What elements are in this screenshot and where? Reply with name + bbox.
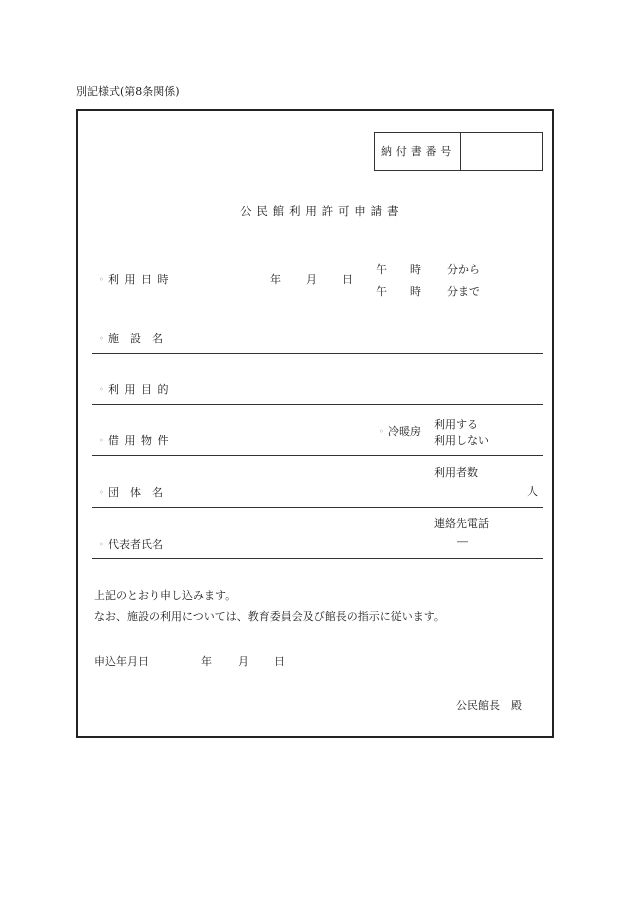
ac-option-no: 利用しない xyxy=(434,434,489,447)
organization-line xyxy=(92,507,543,508)
application-day-unit: 日 xyxy=(274,655,285,668)
usage-day-unit: 日 xyxy=(342,273,353,286)
form-title: 公民館利用許可申請書 xyxy=(240,204,404,218)
representative-label: 代表者氏名 xyxy=(108,538,163,551)
declaration-line-1: 上記のとおり申し込みます。 xyxy=(94,589,237,602)
application-month-unit: 月 xyxy=(238,655,249,668)
bullet-icon: ◦ xyxy=(99,488,104,497)
start-minute-unit: 分から xyxy=(447,263,480,276)
usage-datetime-label: 利用日時 xyxy=(108,273,174,286)
declaration-line-2: なお、施設の利用については、教育委員会及び館長の指示に従います。 xyxy=(94,610,445,623)
users-count-label: 利用者数 xyxy=(434,466,478,479)
ac-label: 冷暖房 xyxy=(388,425,421,438)
start-hour-unit: 時 xyxy=(410,263,421,276)
usage-month-unit: 月 xyxy=(306,273,317,286)
purpose-line xyxy=(92,404,543,405)
application-date-label: 申込年月日 xyxy=(94,655,149,668)
receipt-number-field[interactable] xyxy=(466,146,538,160)
users-count-unit: 人 xyxy=(527,485,538,498)
bullet-icon: ◦ xyxy=(99,436,104,445)
bullet-icon: ◦ xyxy=(379,427,384,436)
bullet-icon: ◦ xyxy=(99,275,104,284)
start-ampm: 午 xyxy=(376,263,387,276)
purpose-label: 利用目的 xyxy=(108,383,174,396)
addressee: 公民館長 殿 xyxy=(456,699,522,712)
equipment-label: 借用物件 xyxy=(108,434,174,447)
end-ampm: 午 xyxy=(376,285,387,298)
equipment-line xyxy=(92,455,543,456)
organization-label: 団 体 名 xyxy=(108,486,163,499)
facility-name-label: 施 設 名 xyxy=(108,332,163,345)
usage-year-unit: 年 xyxy=(270,273,281,286)
bullet-icon: ◦ xyxy=(99,385,104,394)
representative-line xyxy=(92,558,543,559)
phone-separator: ― xyxy=(457,535,468,548)
facility-name-line xyxy=(92,353,543,354)
end-minute-unit: 分まで xyxy=(447,285,480,298)
phone-label: 連絡先電話 xyxy=(434,517,489,530)
form-reference: 別記様式(第8条関係) xyxy=(76,85,180,98)
ac-option-use: 利用する xyxy=(434,418,478,431)
receipt-number-label: 納付書番号 xyxy=(381,145,456,158)
bullet-icon: ◦ xyxy=(99,334,104,343)
receipt-number-divider xyxy=(460,133,461,170)
application-year-unit: 年 xyxy=(201,655,212,668)
bullet-icon: ◦ xyxy=(99,540,104,549)
end-hour-unit: 時 xyxy=(410,285,421,298)
